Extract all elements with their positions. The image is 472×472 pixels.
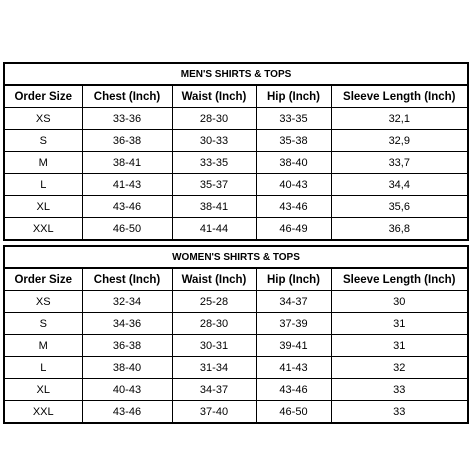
mens-size-table xyxy=(3,62,469,241)
table-cell: XL xyxy=(4,196,82,218)
table-cell: 30-33 xyxy=(172,130,256,152)
table-cell: 46-49 xyxy=(256,218,331,241)
table-cell: 35,6 xyxy=(331,196,468,218)
table-row xyxy=(4,152,468,174)
table-row xyxy=(4,108,468,130)
mens-table-body xyxy=(4,108,468,241)
table-cell: 28-30 xyxy=(172,108,256,130)
table-cell: 34-37 xyxy=(172,379,256,401)
table-cell: 33-35 xyxy=(256,108,331,130)
table-cell: 33 xyxy=(331,379,468,401)
table-cell: XXL xyxy=(4,401,82,424)
table-cell: S xyxy=(4,313,82,335)
table-cell: 43-46 xyxy=(256,379,331,401)
column-header-chest: Chest (Inch) xyxy=(82,85,172,108)
table-row xyxy=(4,196,468,218)
table-row xyxy=(4,357,468,379)
column-header-order-size: Order Size xyxy=(4,85,82,108)
table-cell: 33-36 xyxy=(82,108,172,130)
table-cell: M xyxy=(4,152,82,174)
table-cell: 32,1 xyxy=(331,108,468,130)
table-cell: 35-37 xyxy=(172,174,256,196)
table-cell: 38-40 xyxy=(256,152,331,174)
column-header-hip: Hip (Inch) xyxy=(256,85,331,108)
table-cell: 32 xyxy=(331,357,468,379)
table-cell: 30 xyxy=(331,291,468,313)
table-cell: L xyxy=(4,357,82,379)
table-cell: 31-34 xyxy=(172,357,256,379)
table-cell: 33 xyxy=(331,401,468,424)
table-row xyxy=(4,313,468,335)
column-header-order-size: Order Size xyxy=(4,268,82,291)
table-cell: 41-43 xyxy=(82,174,172,196)
table-cell: 36-38 xyxy=(82,335,172,357)
table-cell: 34-37 xyxy=(256,291,331,313)
table-cell: 31 xyxy=(331,335,468,357)
table-cell: 35-38 xyxy=(256,130,331,152)
womens-table-title: WOMEN'S SHIRTS & TOPS xyxy=(4,246,468,268)
column-header-waist: Waist (Inch) xyxy=(172,85,256,108)
column-header-sleeve-length: Sleeve Length (Inch) xyxy=(331,85,468,108)
table-cell: 38-40 xyxy=(82,357,172,379)
table-title-row xyxy=(4,63,468,85)
table-cell: 40-43 xyxy=(82,379,172,401)
column-header-sleeve-length: Sleeve Length (Inch) xyxy=(331,268,468,291)
table-row xyxy=(4,335,468,357)
table-cell: 25-28 xyxy=(172,291,256,313)
table-cell: 30-31 xyxy=(172,335,256,357)
table-cell: 41-43 xyxy=(256,357,331,379)
table-cell: 36-38 xyxy=(82,130,172,152)
table-cell: 38-41 xyxy=(82,152,172,174)
table-cell: 33,7 xyxy=(331,152,468,174)
table-cell: 46-50 xyxy=(82,218,172,241)
mens-table-title: MEN'S SHIRTS & TOPS xyxy=(4,63,468,85)
table-cell: 36,8 xyxy=(331,218,468,241)
womens-size-table xyxy=(3,245,469,424)
table-row xyxy=(4,291,468,313)
table-cell: XL xyxy=(4,379,82,401)
table-cell: 39-41 xyxy=(256,335,331,357)
table-cell: 37-39 xyxy=(256,313,331,335)
table-cell: 37-40 xyxy=(172,401,256,424)
column-header-hip: Hip (Inch) xyxy=(256,268,331,291)
table-cell: XS xyxy=(4,291,82,313)
table-row xyxy=(4,401,468,424)
table-cell: M xyxy=(4,335,82,357)
table-cell: XS xyxy=(4,108,82,130)
column-header-chest: Chest (Inch) xyxy=(82,268,172,291)
column-header-row xyxy=(4,85,468,108)
table-row xyxy=(4,218,468,241)
table-cell: 41-44 xyxy=(172,218,256,241)
table-cell: L xyxy=(4,174,82,196)
table-cell: XXL xyxy=(4,218,82,241)
table-row xyxy=(4,379,468,401)
column-header-waist: Waist (Inch) xyxy=(172,268,256,291)
table-cell: 32,9 xyxy=(331,130,468,152)
table-cell: 32-34 xyxy=(82,291,172,313)
table-cell: 33-35 xyxy=(172,152,256,174)
table-title-row xyxy=(4,246,468,268)
table-cell: 38-41 xyxy=(172,196,256,218)
table-cell: 34,4 xyxy=(331,174,468,196)
column-header-row xyxy=(4,268,468,291)
table-cell: 31 xyxy=(331,313,468,335)
table-cell: 46-50 xyxy=(256,401,331,424)
table-cell: 43-46 xyxy=(82,196,172,218)
table-cell: 43-46 xyxy=(256,196,331,218)
table-cell: 34-36 xyxy=(82,313,172,335)
table-cell: 40-43 xyxy=(256,174,331,196)
table-row xyxy=(4,174,468,196)
womens-table-body xyxy=(4,291,468,424)
table-cell: S xyxy=(4,130,82,152)
table-cell: 28-30 xyxy=(172,313,256,335)
table-row xyxy=(4,130,468,152)
table-cell: 43-46 xyxy=(82,401,172,424)
